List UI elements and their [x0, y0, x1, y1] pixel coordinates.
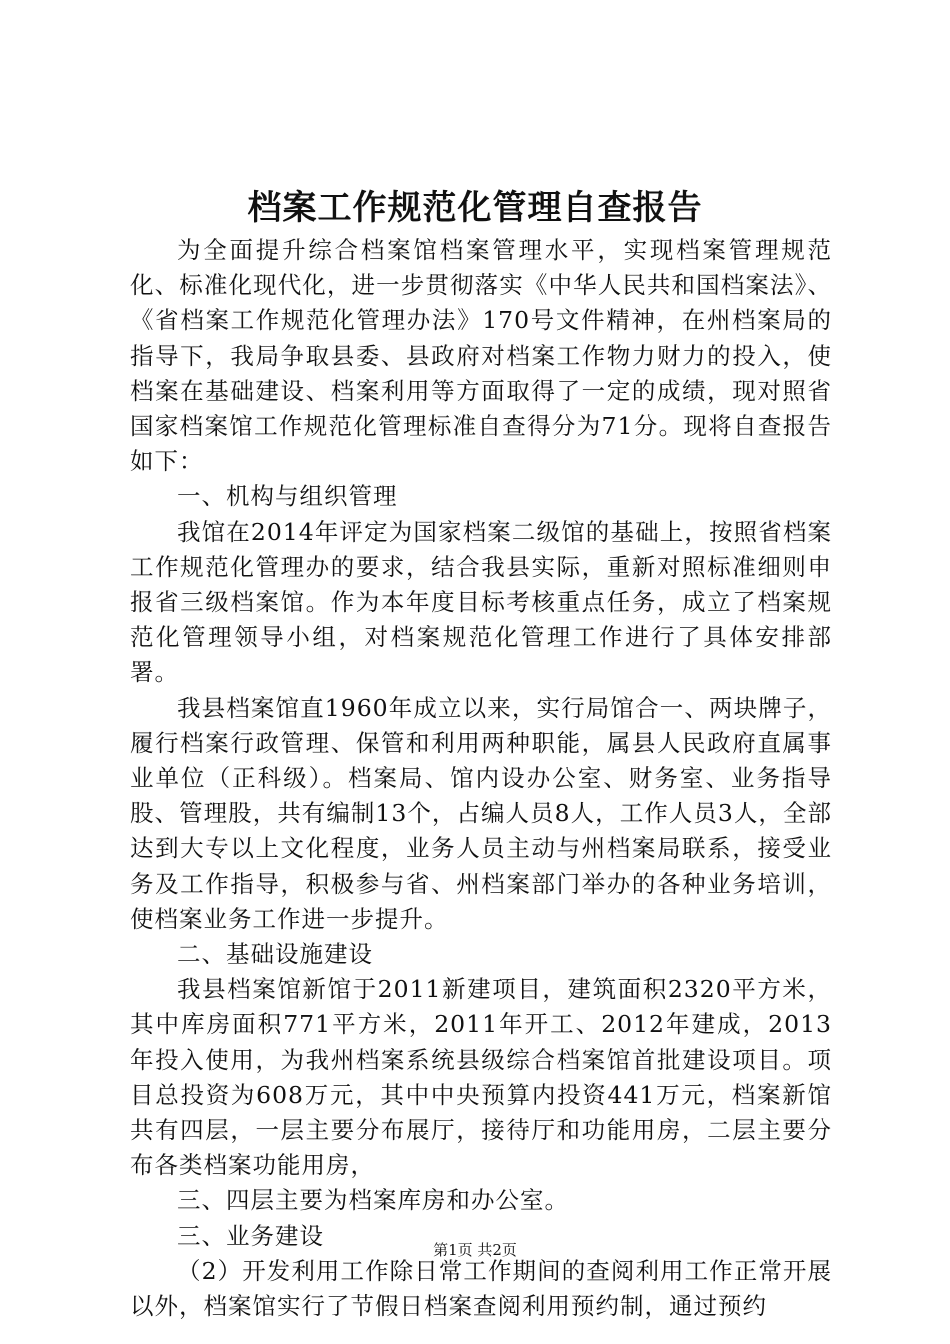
document-body — [130, 233, 832, 1324]
section-heading-business: 三、业务建设 — [177, 1221, 324, 1250]
paragraph-intro: 为全面提升综合档案馆档案管理水平，实现档案管理规范化、标准化现代化，进一步贯彻落实《中华人民共和国档案法》、《省档案工作规范化管理办法》170号文件精神，在州档案局的指导下，我局争取县委、县政府对档案工作物力财力的投入，使档案在基础建设、档案利用等方面取得了一定的成绩，现对照省国家档案馆工作规范化管理标准自查得分为71分。现将自查报告如下： — [130, 236, 832, 476]
section-heading-infrastructure: 二、基础设施建设 — [177, 940, 373, 969]
paragraph-business-utilization: （2）开发利用工作除日常工作期间的查阅利用工作正常开展以外，档案馆实行了节假日档案查阅利用预约制，通过预约 — [130, 1256, 832, 1321]
paragraph-organization-1: 我馆在2014年评定为国家档案二级馆的基础上，按照省档案工作规范化管理办的要求，结合我县实际，重新对照标准细则申报省三级档案馆。作为本年度目标考核重点任务，成立了档案规范化管理领导小组，对档案规范化管理工作进行了具体安排部署。 — [130, 517, 832, 687]
paragraph-infrastructure-floors: 三、四层主要为档案库房和办公室。 — [177, 1186, 569, 1215]
paragraph-organization-2: 我县档案馆直1960年成立以来，实行局馆合一、两块牌子，履行档案行政管理、保管和利用两种职能，属县人民政府直属事业单位（正科级）。档案局、馆内设办公室、财务室、业务指导股、管理股，共有编制13个，占编人员8人，工作人员3人，全部达到大专以上文化程度，业务人员主动与州档案局联系，接受业务及工作指导，积极参与省、州档案部门举办的各种业务培训，使档案业务工作进一步提升。 — [130, 693, 832, 933]
document-title: 档案工作规范化管理自查报告 — [247, 188, 703, 228]
page-footer: 第1页 共2页 — [433, 1241, 517, 1259]
paragraph-infrastructure: 我县档案馆新馆于2011新建项目，建筑面积2320平方米，其中库房面积771平方米，2011年开工、2012年建成，2013年投入使用，为我州档案系统县级综合档案馆首批建设项目。项目总投资为608万元，其中中央预算内投资441万元，档案新馆共有四层，一层主要分布展厅，接待厅和功能用房，二层主要分布各类档案功能用房， — [130, 975, 832, 1180]
section-heading-organization: 一、机构与组织管理 — [177, 482, 398, 511]
